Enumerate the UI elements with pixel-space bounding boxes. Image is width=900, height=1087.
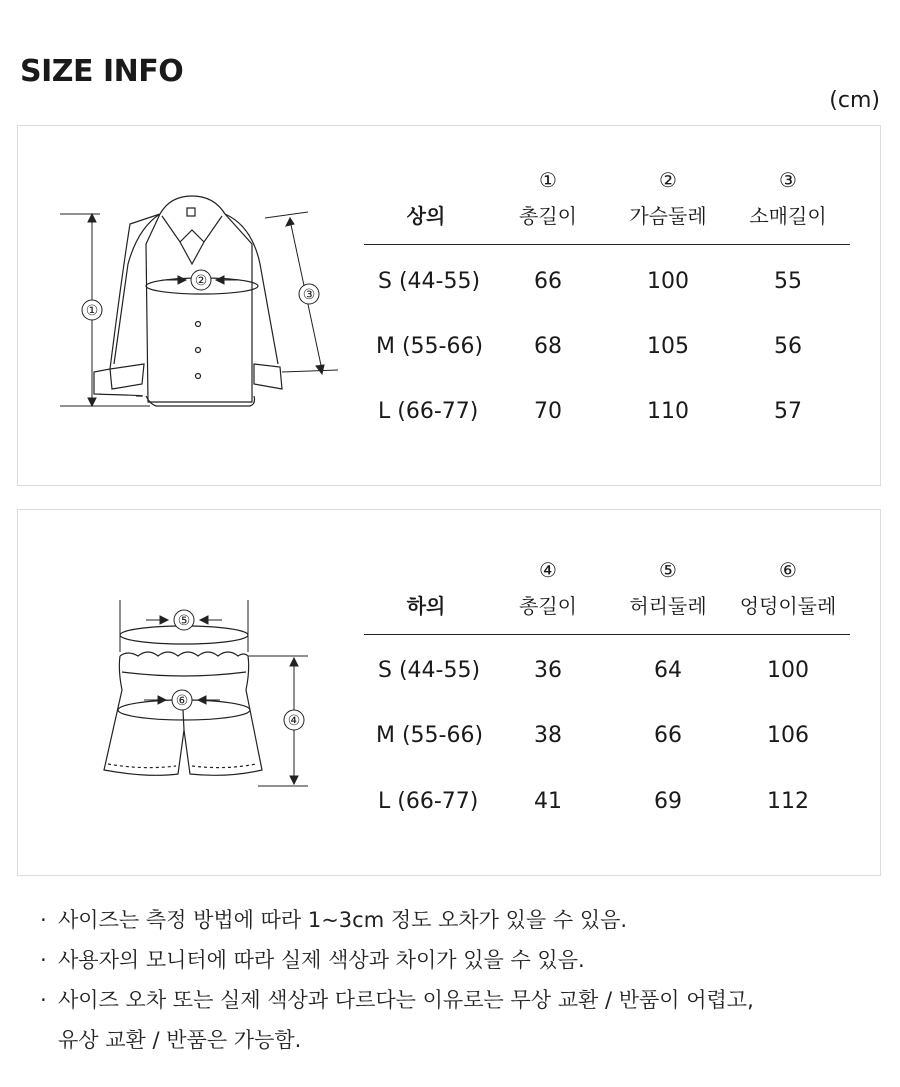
bottom-size-panel	[17, 509, 881, 876]
table-row	[364, 269, 850, 299]
top-col-3-label: 소매길이	[749, 204, 827, 228]
page-title: SIZE INFO	[20, 54, 184, 89]
top-table-rule	[364, 244, 850, 245]
top-size-panel	[17, 125, 881, 486]
marker-4: ④	[287, 713, 301, 729]
marker-6: ⑥	[175, 693, 189, 709]
bottom-col-6-num: ⑥	[779, 558, 797, 582]
value-cell: 70	[534, 399, 562, 424]
top-col-1-label: 총길이	[519, 204, 577, 228]
bottom-name: 하의	[406, 594, 446, 618]
note-text: 사용자의 모니터에 따라 실제 색상과 차이가 있을 수 있음.	[58, 948, 585, 972]
size-label: M (55-66)	[376, 723, 484, 748]
bullet: ·	[40, 908, 47, 932]
shirt-diagram	[50, 184, 350, 424]
marker-1: ①	[85, 303, 99, 319]
value-cell: 106	[767, 723, 809, 748]
shorts-diagram	[98, 590, 338, 800]
value-cell: 69	[654, 789, 682, 814]
marker-5: ⑤	[177, 613, 191, 629]
value-cell: 68	[534, 334, 562, 359]
marker-2: ②	[194, 273, 208, 289]
table-row	[364, 723, 850, 753]
value-cell: 100	[767, 658, 809, 683]
table-row	[364, 399, 850, 429]
bottom-table-header	[364, 516, 850, 634]
value-cell: 55	[774, 269, 802, 294]
value-cell: 56	[774, 334, 802, 359]
value-cell: 66	[534, 269, 562, 294]
marker-3: ③	[302, 287, 316, 303]
value-cell: 64	[654, 658, 682, 683]
top-col-3-num: ③	[779, 168, 797, 192]
bottom-col-5-label: 허리둘레	[629, 594, 707, 618]
unit-label: (cm)	[829, 88, 880, 113]
size-label: S (44-55)	[378, 658, 481, 683]
value-cell: 36	[534, 658, 562, 683]
bullet: ·	[40, 948, 47, 972]
table-row	[364, 789, 850, 819]
list-item	[40, 900, 880, 940]
top-col-1-num: ①	[539, 168, 557, 192]
top-col-2-num: ②	[659, 168, 677, 192]
note-text: 사이즈는 측정 방법에 따라 1~3cm 정도 오차가 있을 수 있음.	[58, 908, 628, 932]
note-text: 사이즈 오차 또는 실제 색상과 다르다는 이유로는 무상 교환 / 반품이 어렵고,	[58, 988, 754, 1012]
bullet: ·	[40, 988, 47, 1012]
value-cell: 41	[534, 789, 562, 814]
list-item	[40, 980, 880, 1020]
size-label: L (66-77)	[378, 399, 479, 424]
list-item	[40, 940, 880, 980]
size-label: L (66-77)	[378, 789, 479, 814]
value-cell: 57	[774, 399, 802, 424]
bottom-table-rule	[364, 634, 850, 635]
table-row	[364, 658, 850, 688]
notes-list	[40, 900, 880, 1060]
bottom-col-6-label: 엉덩이둘레	[739, 594, 837, 618]
value-cell: 105	[647, 334, 689, 359]
top-name: 상의	[406, 204, 446, 228]
value-cell: 66	[654, 723, 682, 748]
value-cell: 100	[647, 269, 689, 294]
size-label: M (55-66)	[376, 334, 484, 359]
top-col-2-label: 가슴둘레	[629, 204, 707, 228]
value-cell: 112	[767, 789, 809, 814]
bottom-col-4-label: 총길이	[519, 594, 577, 618]
bottom-col-5-num: ⑤	[659, 558, 677, 582]
value-cell: 110	[647, 399, 689, 424]
size-label: S (44-55)	[378, 269, 481, 294]
note-continuation: 유상 교환 / 반품은 가능함.	[58, 1028, 302, 1052]
value-cell: 38	[534, 723, 562, 748]
top-table-header	[364, 126, 850, 244]
table-row	[364, 334, 850, 364]
bottom-col-4-num: ④	[539, 558, 557, 582]
